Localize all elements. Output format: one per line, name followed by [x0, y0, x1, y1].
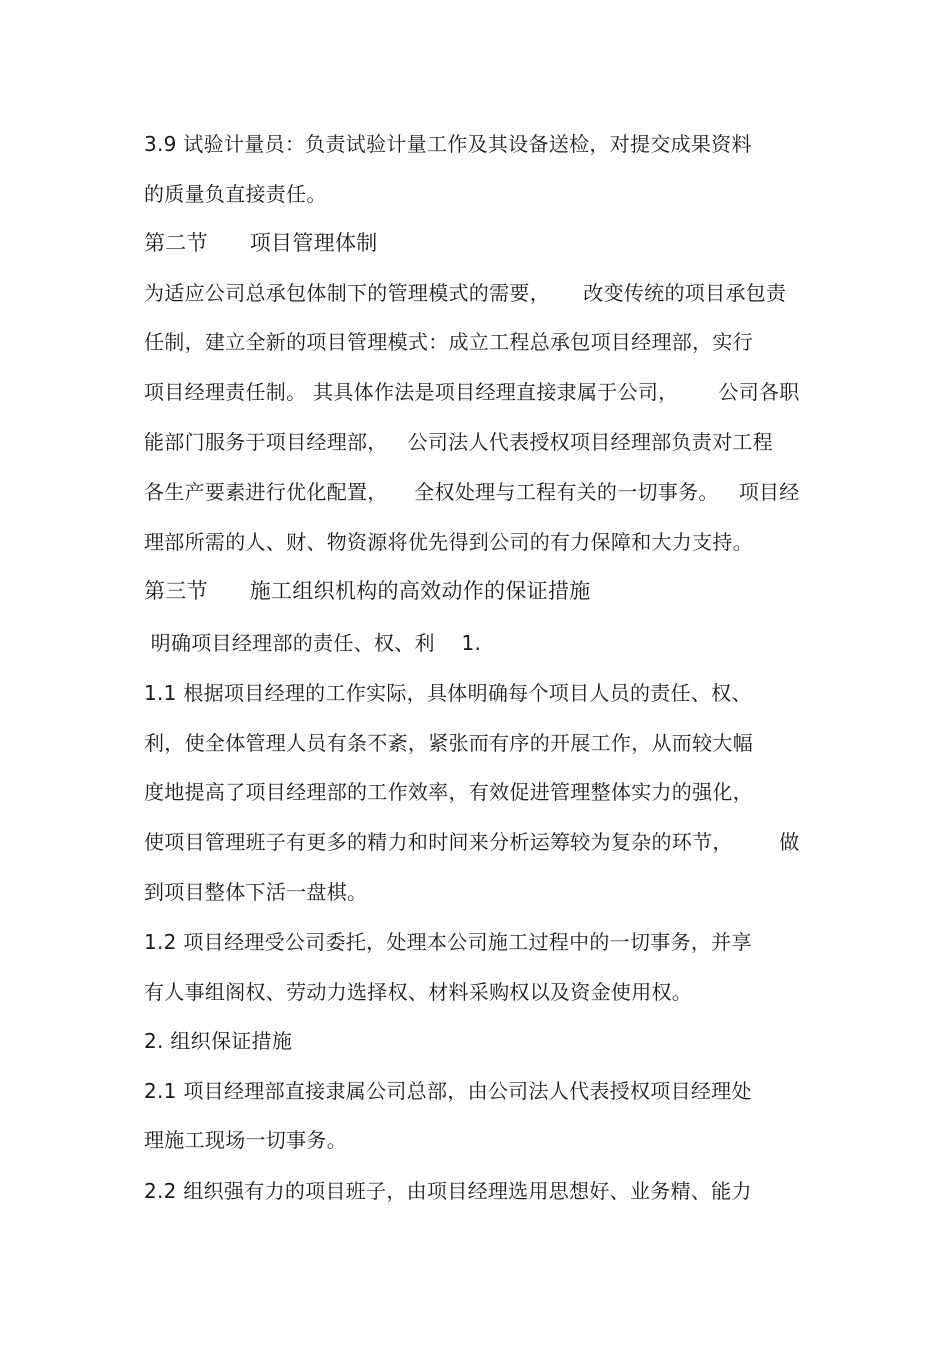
section-heading: 第二节 项目管理体制 — [144, 231, 378, 255]
paragraph-line: 项目经理责任制。 其具体作法是项目经理直接隶属于公司， 公司各职 — [144, 380, 800, 404]
paragraph-line: 使项目管理班子有更多的精力和时间来分析运筹较为复杂的环节， 做 — [144, 830, 800, 854]
paragraph-line: 2.2 组织强有力的项目班子，由项目经理选用思想好、业务精、能力 — [144, 1179, 752, 1203]
section-heading: 第三节 施工组织机构的高效动作的保证措施 — [144, 579, 591, 603]
paragraph-line: 理施工现场一切事务。 — [144, 1128, 347, 1152]
paragraph-line: 理部所需的人、财、物资源将优先得到公司的有力保障和大力支持。 — [144, 530, 753, 554]
paragraph-line: 1.2 项目经理受公司委托，处理本公司施工过程中的一切事务，并享 — [144, 930, 752, 954]
paragraph-line: 2. 组织保证措施 — [144, 1029, 293, 1053]
paragraph-line: 明确项目经理部的责任、权、利 1. — [144, 631, 482, 655]
paragraph-line: 各生产要素进行优化配置， 全权处理与工程有关的一切事务。 项目经 — [144, 480, 800, 504]
paragraph-line: 能部门服务于项目经理部， 公司法人代表授权项目经理部负责对工程 — [144, 430, 773, 454]
paragraph-line: 2.1 项目经理部直接隶属公司总部，由公司法人代表授权项目经理处 — [144, 1079, 752, 1103]
paragraph-line: 到项目整体下活一盘棋。 — [144, 880, 368, 904]
paragraph-line: 的质量负直接责任。 — [144, 182, 327, 206]
paragraph-line: 有人事组阁权、劳动力选择权、材料采购权以及资金使用权。 — [144, 980, 693, 1004]
paragraph-line: 利，使全体管理人员有条不紊，紧张而有序的开展工作，从而较大幅 — [144, 731, 753, 755]
paragraph-line: 1.1 根据项目经理的工作实际，具体明确每个项目人员的责任、权、 — [144, 681, 752, 705]
paragraph-line: 度地提高了项目经理部的工作效率，有效促进管理整体实力的强化， — [144, 780, 753, 804]
paragraph-line: 任制，建立全新的项目管理模式：成立工程总承包项目经理部，实行 — [144, 330, 753, 354]
paragraph-line: 3.9 试验计量员：负责试验计量工作及其设备送检，对提交成果资料 — [144, 132, 752, 156]
paragraph-line: 为适应公司总承包体制下的管理模式的需要， 改变传统的项目承包责 — [144, 281, 787, 305]
